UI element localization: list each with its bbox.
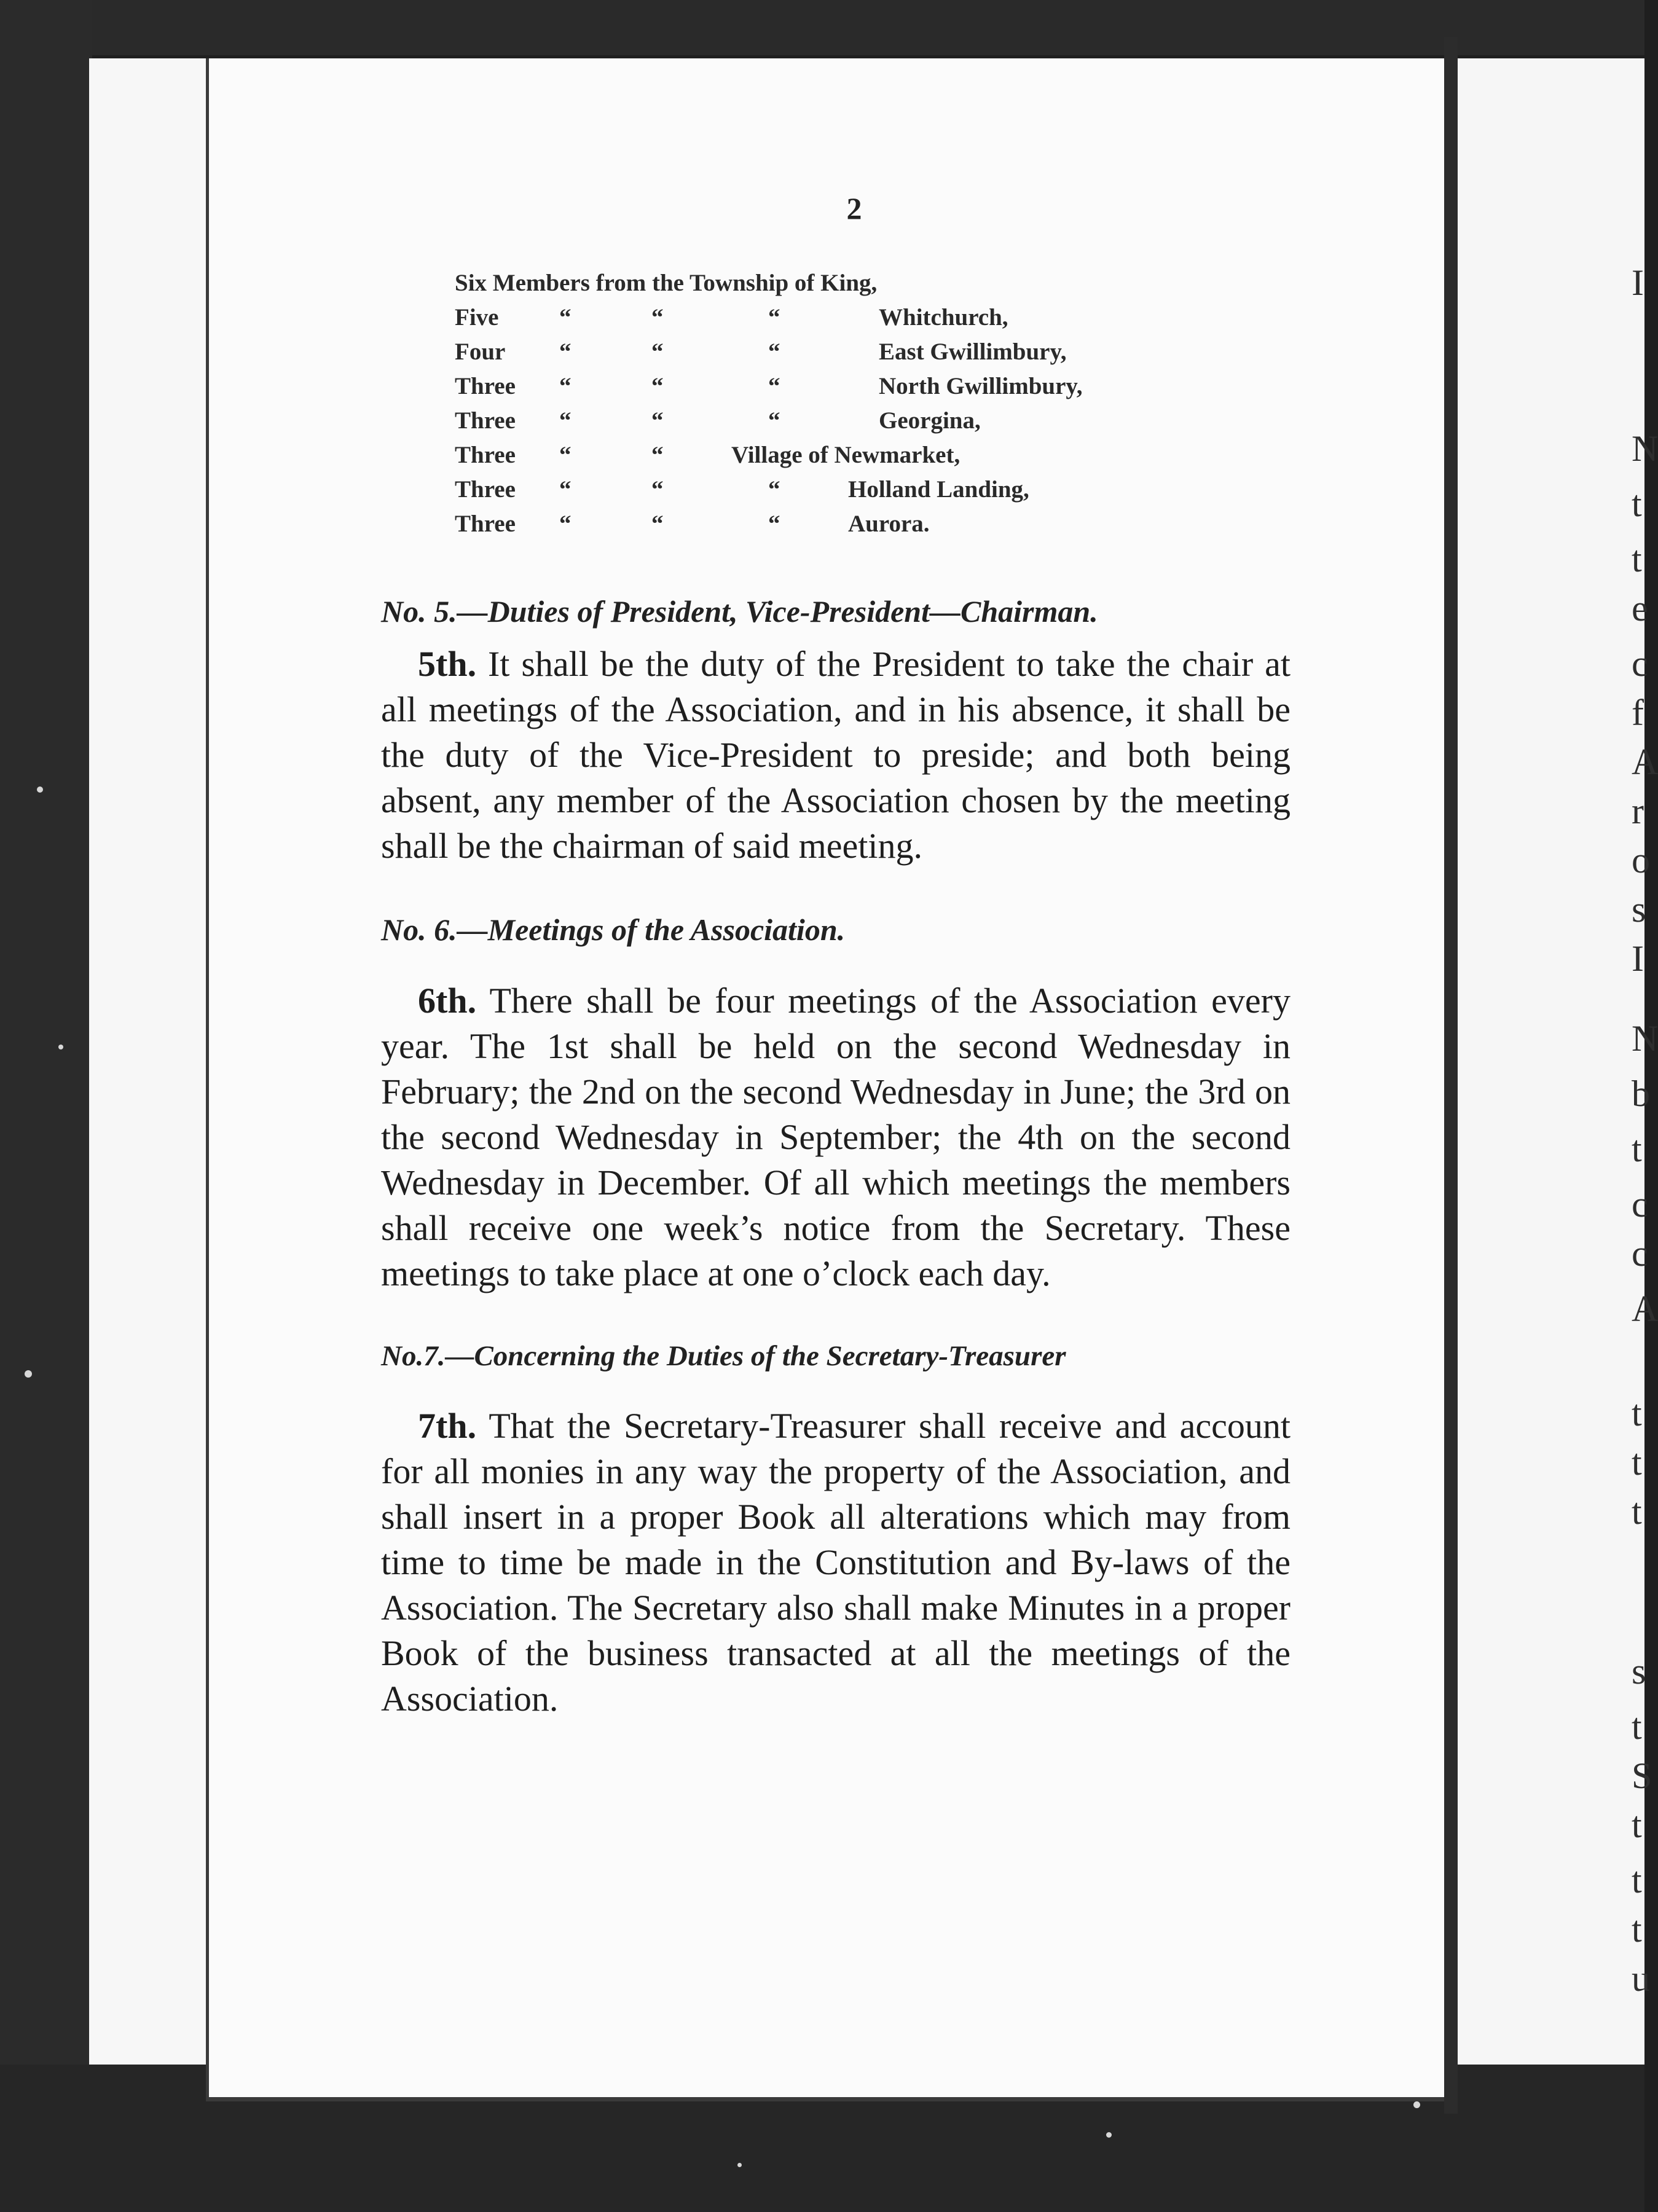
section-paragraph [381,1403,1291,1722]
member-count: Four [455,339,506,365]
adjacent-page-letter: I [1632,938,1644,979]
ditto-mark: “ [559,373,572,399]
member-place: North Gwillimbury, [879,373,1083,399]
ditto-mark: “ [651,442,664,468]
member-place: Aurora. [848,511,930,537]
adjacent-page-letter: A [1632,1288,1658,1329]
member-place: Village of Newmarket, [731,442,961,468]
ditto-mark: “ [559,442,572,468]
adjacent-page-letter: c [1632,1184,1648,1225]
ditto-mark: “ [768,373,780,399]
ditto-mark: “ [768,476,780,503]
section-block [381,912,1291,1296]
member-row [455,304,1291,338]
adjacent-page-letter: t [1632,1129,1642,1169]
book-gutter [1444,37,1458,2114]
adjacent-page-letter: S [1632,1755,1652,1796]
adjacent-page-letter: e [1632,588,1648,629]
member-row [455,407,1291,441]
member-row [455,476,1291,510]
ditto-mark: “ [559,339,572,365]
ditto-mark: “ [768,304,780,331]
scan-frame-top [0,0,1644,55]
ditto-mark: “ [559,407,572,434]
member-row [455,510,1291,544]
ditto-mark: “ [651,304,664,331]
adjacent-page-letter: o [1632,840,1650,880]
adjacent-page-letter: t [1632,1909,1642,1950]
adjacent-page-letter: t [1632,1860,1642,1900]
scan-speck [1413,2101,1420,2108]
ditto-mark: “ [768,339,780,365]
ditto-mark: “ [651,339,664,365]
section-paragraph [381,978,1291,1296]
adjacent-page-letter: c [1632,643,1648,684]
member-count: Three [455,373,516,399]
paragraph-number: 6th. [418,981,477,1021]
members-first-line [455,269,1291,304]
member-place: Holland Landing, [848,476,1029,503]
member-place: East Gwillimbury, [879,339,1067,365]
member-count: Three [455,476,516,503]
ditto-mark: “ [559,476,572,503]
adjacent-page-letter: t [1632,1442,1642,1483]
adjacent-page-letter: t [1632,1706,1642,1747]
paragraph-text: It shall be the duty of the President to take the chair at all meetings of the Association, and in his absence, it shall be the duty of the Vice-President to preside; and both being absent, any member of the Association chosen by the meeting shall be the chairman of said meeting. [381,644,1291,866]
adjacent-page-letter: t [1632,1805,1642,1845]
scan-speck [58,1045,63,1049]
adjacent-page-letter: I [1632,262,1644,303]
ditto-mark: “ [651,407,664,434]
section-heading: No. 6.—Meetings of the Association. [381,912,846,947]
ditto-mark: “ [651,511,664,537]
adjacent-page-letter: N [1632,428,1658,469]
members-first-line-text: Six Members from the Township of King, [455,270,878,296]
adjacent-page-letter: N [1632,1018,1658,1059]
members-list [455,269,1291,544]
member-count: Three [455,407,516,434]
page-content [381,172,1291,1722]
adjacent-page [1458,58,1644,2065]
ditto-mark: “ [768,407,780,434]
section-heading: No. 5.—Duties of President, Vice-President—Chairman. [381,594,1098,629]
adjacent-page-letter: c [1632,1233,1648,1274]
member-row [455,372,1291,407]
adjacent-page-letter: t [1632,539,1642,579]
member-count: Five [455,304,499,331]
ditto-mark: “ [651,373,664,399]
adjacent-page-letter: A [1632,742,1658,782]
member-count: Three [455,442,516,468]
member-row [455,338,1291,372]
scan-speck [25,1370,32,1378]
adjacent-page-letter: t [1632,1491,1642,1532]
member-place: Whitchurch, [879,304,1008,331]
adjacent-page-letter: b [1632,1073,1650,1114]
section-paragraph [381,641,1291,869]
member-place: Georgina, [879,407,981,434]
ditto-mark: “ [559,511,572,537]
member-count: Three [455,511,516,537]
page-number: 2 [846,191,862,226]
paragraph-text: That the Secretary-Treasurer shall receive and account for all monies in any way the property of the Association, and shall insert in a proper Book all alterations which may from time to time be made in the Constitution and By-laws of the Association. The Secretary also shall make Minutes in a proper Book of the business transacted at all the meetings of the Association. [381,1406,1291,1719]
section-block [381,594,1291,869]
adjacent-page-letter: s [1632,889,1646,930]
ditto-mark: “ [559,304,572,331]
adjacent-page-letter: r [1632,791,1644,831]
paragraph-number: 5th. [418,644,477,684]
sections [381,594,1291,1722]
adjacent-page-letter: t [1632,484,1642,524]
scan-speck [737,2163,742,2167]
paragraph-number: 7th. [418,1406,477,1446]
scan-frame-left [0,0,92,2212]
ditto-mark: “ [651,476,664,503]
member-rows [455,304,1291,544]
member-row [455,441,1291,476]
scan-speck [37,786,43,793]
section-heading: No.7.—Concerning the Duties of the Secretary-Treasurer [381,1340,1066,1372]
scan-speck [1106,2132,1112,2138]
adjacent-page-letter: u [1632,1958,1650,1999]
adjacent-page-letter: t [1632,1393,1642,1433]
adjacent-page-letter: f [1632,692,1644,733]
adjacent-page-letter: s [1632,1651,1646,1692]
ditto-mark: “ [768,511,780,537]
paragraph-text: There shall be four meetings of the Association every year. The 1st shall be held on the second Wednesday in February; the 2nd on the second Wednesday in June; the 3rd on the second Wednesday in September; the 4th on the second Wednesday in December. Of all which meetings the members shall receive one week’s notice from the Secretary. These meetings to take place at one o’clock each day. [381,981,1291,1293]
section-block [381,1339,1291,1722]
